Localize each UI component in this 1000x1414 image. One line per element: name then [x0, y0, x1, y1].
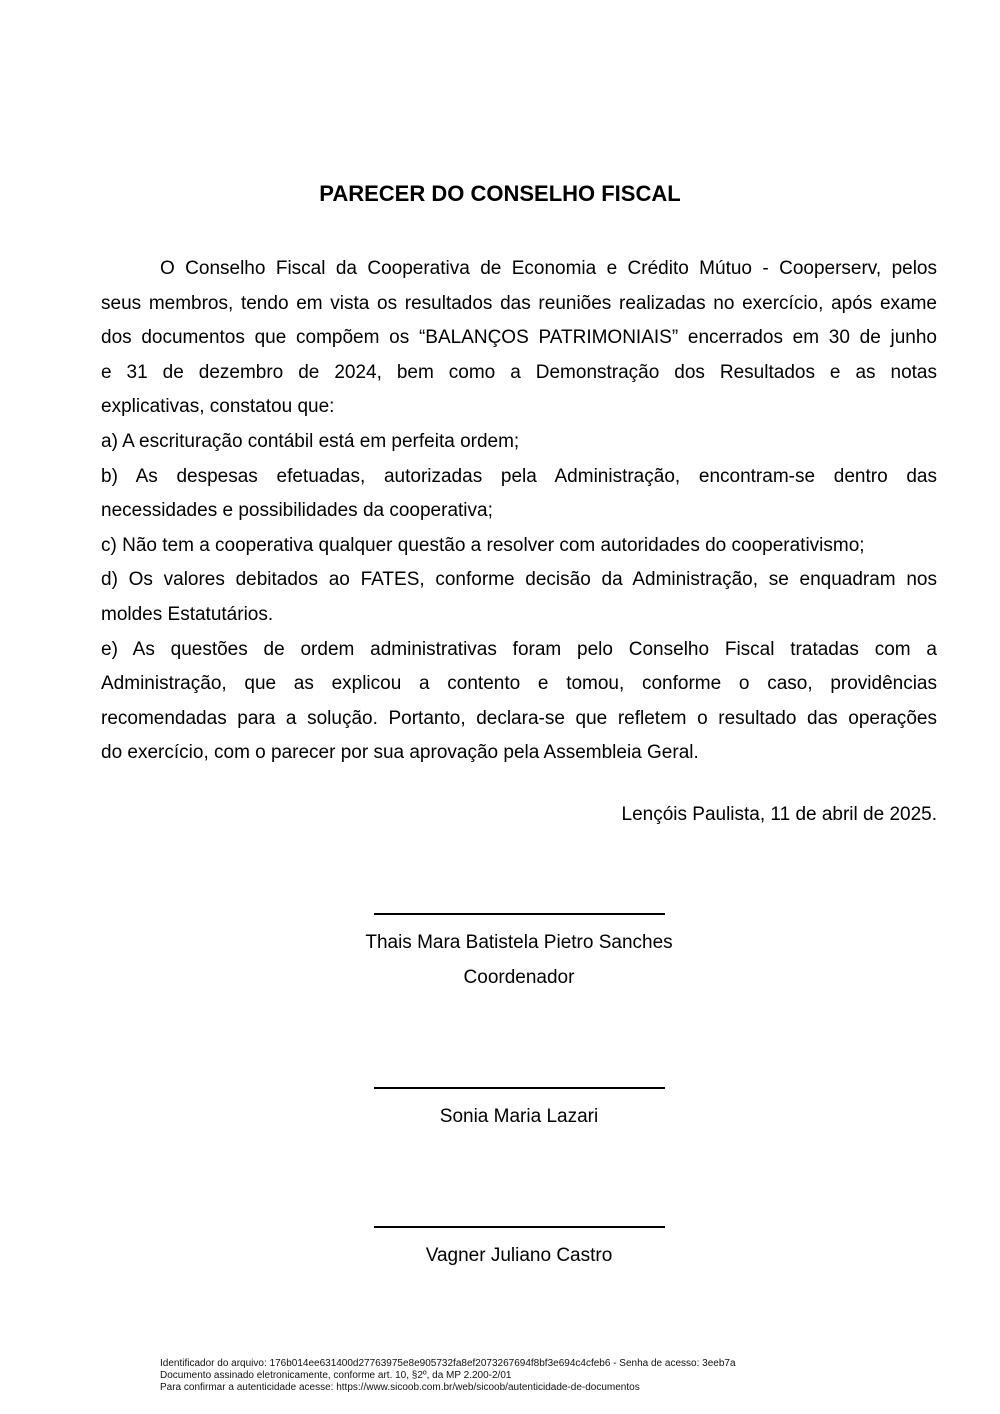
- signature-line: [374, 1226, 665, 1228]
- document-title: PARECER DO CONSELHO FISCAL: [319, 181, 681, 206]
- body-line: seus membros, tendo em vista os resultados das reuniões realizadas no exercício, após exame: [101, 292, 937, 314]
- signer-name: Thais Mara Batistela Pietro Sanches: [365, 931, 673, 953]
- item-a: a) A escrituração contábil está em perfeita ordem;: [101, 430, 520, 452]
- item-e-cont: do exercício, com o parecer por sua aprovação pela Assembleia Geral.: [101, 742, 699, 764]
- body-line: dos documentos que compõem os “BALANÇOS PATRIMONIAIS” encerrados em 30 de junho: [101, 327, 937, 349]
- item-d: d) Os valores debitados ao FATES, conforme decisão da Administração, se enquadram nos: [101, 569, 937, 591]
- signer-name: Vagner Juliano Castro: [425, 1244, 613, 1266]
- signature-block: [300, 913, 738, 995]
- body-line: explicativas, constatou que:: [101, 396, 335, 418]
- item-d-cont: moldes Estatutários.: [101, 603, 274, 625]
- document-body: [101, 252, 937, 771]
- item-e-cont: recomendadas para a solução. Portanto, declara-se que refletem o resultado das operações: [101, 707, 937, 729]
- place-date: Lençóis Paulista, 11 de abril de 2025.: [621, 804, 937, 825]
- item-b: b) As despesas efetuadas, autorizadas pela Administração, encontram-se dentro das: [101, 465, 937, 487]
- authenticity-link[interactable]: Para confirmar a autenticidade acesse: https://www.sicoob.com.br/web/sicoob/autenticidade-de-documentos: [160, 1382, 640, 1393]
- body-line: O Conselho Fiscal da Cooperativa de Economia e Crédito Mútuo - Cooperserv, pelos: [160, 258, 937, 279]
- item-b-cont: necessidades e possibilidades da cooperativa;: [101, 500, 493, 522]
- signature-line: [374, 913, 665, 915]
- body-line: e 31 de dezembro de 2024, bem como a Demonstração dos Resultados e as notas: [101, 361, 937, 383]
- signature-block: [300, 1226, 738, 1273]
- authentication-footer: [160, 1358, 736, 1394]
- file-identifier: Identificador do arquivo: 176b014ee631400d27763975e8e905732fa8ef2073267694f8bf3e694c4cfeb6 - Senha de acesso: 3eeb7a: [160, 1358, 736, 1369]
- signer-name: Sonia Maria Lazari: [439, 1105, 599, 1127]
- signature-line: [374, 1087, 665, 1089]
- item-e: e) As questões de ordem administrativas foram pelo Conselho Fiscal tratadas com a: [101, 638, 937, 660]
- signer-role: Coordenador: [463, 966, 575, 988]
- item-e-cont: Administração, que as explicou a contento e tomou, conforme o caso, providências: [101, 673, 937, 695]
- signature-notice: Documento assinado eletronicamente, conforme art. 10, §2º, da MP 2.200-2/01: [160, 1370, 512, 1381]
- item-c: c) Não tem a cooperativa qualquer questão a resolver com autoridades do cooperativismo;: [101, 534, 865, 556]
- signature-block: [300, 1087, 738, 1134]
